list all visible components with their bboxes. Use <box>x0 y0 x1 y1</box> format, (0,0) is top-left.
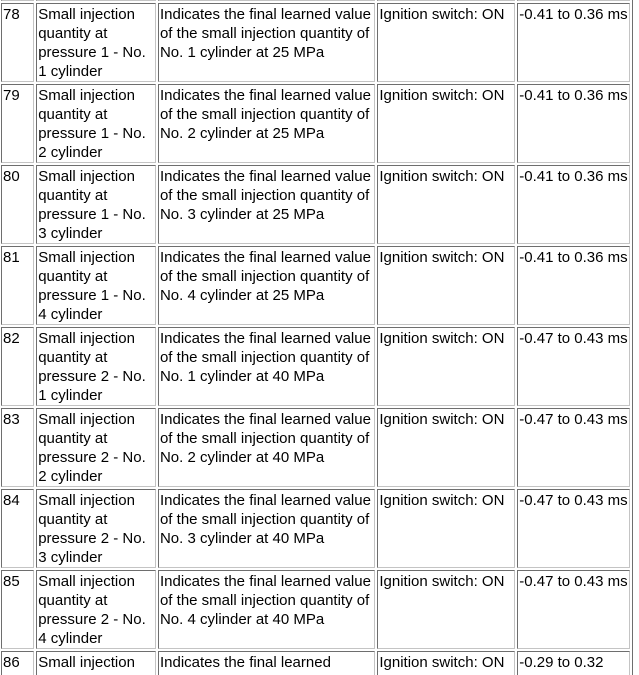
cell-item: Small injection quantity at pressure 2 - No. 3 cylinder <box>36 489 156 568</box>
cell-range: -0.29 to 0.32 <box>517 651 630 675</box>
cell-condition: Ignition switch: ON <box>377 489 515 568</box>
cell-condition: Ignition switch: ON <box>377 84 515 163</box>
cell-item: Small injection quantity at pressure 2 - No. 2 cylinder <box>36 408 156 487</box>
cell-no: 84 <box>1 489 34 568</box>
cell-description: Indicates the final learned value of the small injection quantity of No. 1 cylinder at 25 MPa <box>158 3 375 82</box>
cell-no <box>1 0 34 1</box>
cell-condition: Ignition switch: ON <box>377 246 515 325</box>
cell-description: Indicates the final learned value of the small injection quantity of No. 3 cylinder at 40 MPa <box>158 489 375 568</box>
cell-item <box>36 0 156 1</box>
cell-condition: Ignition switch: ON <box>377 408 515 487</box>
cell-condition: Ignition switch: ON <box>377 165 515 244</box>
table-row <box>1 84 630 163</box>
cell-range: -0.47 to 0.43 ms <box>517 570 630 649</box>
cell-range: -0.47 to 0.43 ms <box>517 489 630 568</box>
cell-no: 86 <box>1 651 34 675</box>
cell-no: 78 <box>1 3 34 82</box>
cell-description: Indicates the final learned <box>158 651 375 675</box>
table-row <box>1 489 630 568</box>
table-row-partial <box>1 0 630 1</box>
cell-condition: Ignition switch: ON <box>377 570 515 649</box>
table-row <box>1 327 630 406</box>
cell-item: Small injection <box>36 651 156 675</box>
cell-item: Small injection quantity at pressure 1 - No. 3 cylinder <box>36 165 156 244</box>
cell-condition: Ignition switch: ON <box>377 3 515 82</box>
cell-description: Indicates the final learned value of the small injection quantity of No. 2 cylinder at 40 MPa <box>158 408 375 487</box>
cell-item: Small injection quantity at pressure 1 - No. 4 cylinder <box>36 246 156 325</box>
cell-no: 82 <box>1 327 34 406</box>
cell-description: Indicates the final learned value of the small injection quantity of No. 4 cylinder at 25 MPa <box>158 246 375 325</box>
table-row <box>1 165 630 244</box>
table-row <box>1 570 630 649</box>
cell-description: Indicates the final learned value of the small injection quantity of No. 1 cylinder at 40 MPa <box>158 327 375 406</box>
cell-description: Indicates the final learned value of the small injection quantity of No. 2 cylinder at 25 MPa <box>158 84 375 163</box>
table-row <box>1 3 630 82</box>
cell-range: -0.47 to 0.43 ms <box>517 408 630 487</box>
cell-item: Small injection quantity at pressure 2 - No. 4 cylinder <box>36 570 156 649</box>
cell-description <box>158 0 375 1</box>
cell-no: 79 <box>1 84 34 163</box>
table-row <box>1 408 630 487</box>
cell-range: -0.47 to 0.43 ms <box>517 327 630 406</box>
table-row <box>1 651 630 675</box>
cell-condition: Ignition switch: ON <box>377 327 515 406</box>
cell-no: 80 <box>1 165 34 244</box>
cell-item: Small injection quantity at pressure 2 - No. 1 cylinder <box>36 327 156 406</box>
cell-no: 85 <box>1 570 34 649</box>
cell-item: Small injection quantity at pressure 1 - No. 2 cylinder <box>36 84 156 163</box>
cell-range <box>517 0 630 1</box>
cell-range: -0.41 to 0.36 ms <box>517 84 630 163</box>
cell-condition <box>377 0 515 1</box>
cell-range: -0.41 to 0.36 ms <box>517 246 630 325</box>
table-row <box>1 246 630 325</box>
cell-description: Indicates the final learned value of the small injection quantity of No. 4 cylinder at 40 MPa <box>158 570 375 649</box>
cell-no: 81 <box>1 246 34 325</box>
cell-description: Indicates the final learned value of the small injection quantity of No. 3 cylinder at 25 MPa <box>158 165 375 244</box>
cell-range: -0.41 to 0.36 ms <box>517 3 630 82</box>
cell-no: 83 <box>1 408 34 487</box>
cell-item: Small injection quantity at pressure 1 - No. 1 cylinder <box>36 3 156 82</box>
cell-condition: Ignition switch: ON <box>377 651 515 675</box>
cell-range: -0.41 to 0.36 ms <box>517 165 630 244</box>
